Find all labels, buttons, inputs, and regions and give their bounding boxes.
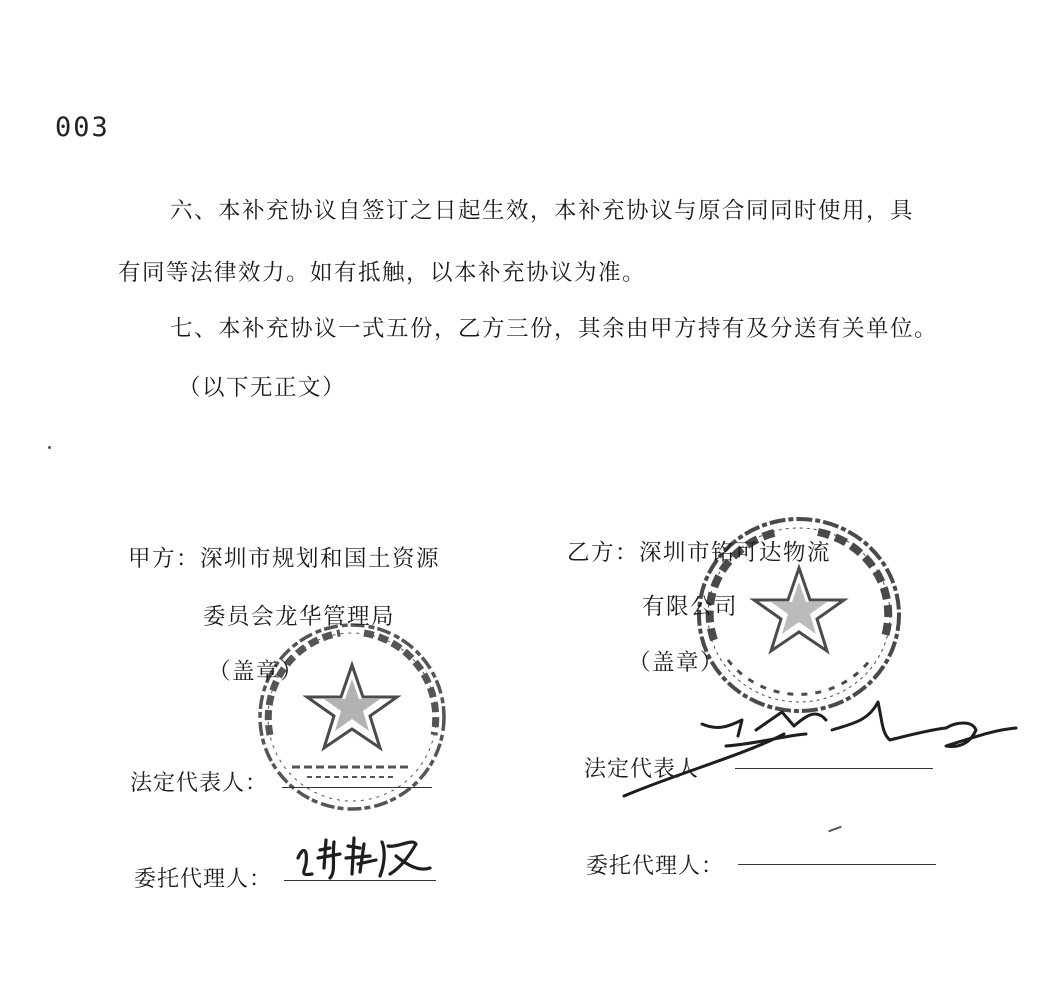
scan-speck xyxy=(828,826,842,833)
party-a-agent-label: 委托代理人： xyxy=(134,867,273,892)
party-a-legal-rep-label: 法定代表人： xyxy=(130,771,269,796)
party-b-signature-icon xyxy=(606,690,1026,810)
clause-six-line2: 有同等法律效力。如有抵触，以本补充协议为准。 xyxy=(118,260,647,286)
party-b-seal-note: （盖章） xyxy=(628,650,725,676)
party-b-agent-label: 委托代理人： xyxy=(586,854,725,879)
party-a-seal-note: （盖章） xyxy=(208,659,305,685)
party-b-legal-rep-label: 法定代表人 xyxy=(584,757,700,782)
clause-six-line1: 六、本补充协议自签订之日起生效，本补充协议与原合同同时使用，具 xyxy=(170,198,915,224)
party-a-name-line1: 甲方：深圳市规划和国土资源 xyxy=(128,546,441,572)
party-b-agent-signature-line xyxy=(738,864,936,865)
clause-seven: 七、本补充协议一式五份，乙方三份，其余由甲方持有及分送有关单位。 xyxy=(170,316,939,342)
party-a-legal-rep-signature-line xyxy=(282,787,432,788)
party-b-name-line2: 有限公司 xyxy=(642,594,739,620)
party-a-signature-icon xyxy=(290,828,440,894)
scan-speck xyxy=(48,446,51,449)
party-a-name-line2: 委员会龙华管理局 xyxy=(203,604,396,630)
party-b-name-line1: 乙方：深圳市铭可达物流 xyxy=(567,540,832,566)
no-further-text-note: （以下无正文） xyxy=(178,375,347,401)
page-number: 003 xyxy=(55,112,110,143)
